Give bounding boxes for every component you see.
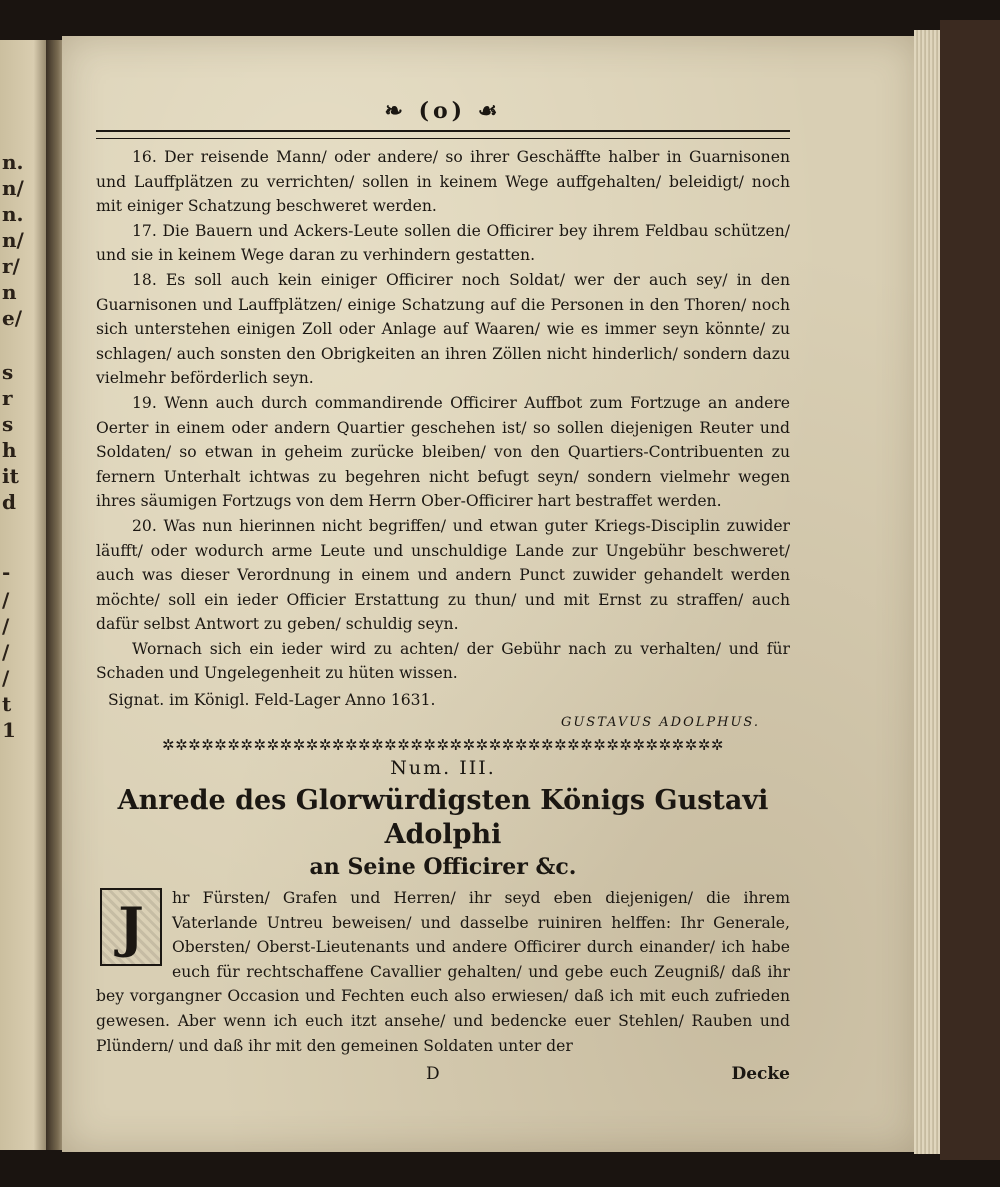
header-rule — [96, 130, 790, 139]
section-subtitle: an Seine Officirer &c. — [309, 854, 577, 881]
facing-text-fragment: r/ — [2, 254, 20, 278]
drop-cap — [100, 888, 162, 966]
facing-text-fragment: t — [2, 692, 12, 716]
facing-text-fragment: n — [2, 280, 17, 304]
article-20: 20. Was nun hierinnen nicht begriffen/ und etwan guter Kriegs-Disciplin zuwider läufft/ oder wodurch arme Leute und unschuldige Lande zur Ungebühr beschweret/ auch was dieser Verordnung in einem und andern Punct zuwider gehandelt werden möchte/ soll ein ieder Officier Erstattung zu thun/ und mit Ernst zu straffen/ auch dafür selbst Antwort zu geben/ schuldig seyn. — [96, 516, 790, 634]
page-number: (o) — [418, 98, 467, 124]
article-16: 16. Der reisende Mann/ oder andere/ so ihrer Geschäffte halber in Guarnisonen und Lauffplätzen zu verrichten/ sollen in keinem Wege auffgehalten/ beleidigt/ noch mit einiger Schatzung beschweret werden. — [96, 148, 790, 216]
facing-text-fragment: / — [2, 640, 10, 664]
section-title: Anrede des Glorwürdigsten Königs Gustavi Adolphi — [117, 785, 769, 851]
facing-text-fragment: / — [2, 588, 10, 612]
facing-text-fragment: n. — [2, 202, 24, 226]
article-18: 18. Es soll auch kein einiger Officirer noch Soldat/ wer der auch sey/ in den Guarnisonen und Lauffplätzen/ einige Schatzung auf die Personen in den Thoren/ noch sich unterstehen einigen Zoll oder Anlage auf Waaren/ wie es immer seyn könnte/ zu schlagen/ auch sonsten den Obrigkeiten an ihren Zöllen nicht hinderlich/ sondern dazu vielmehr beförderlich seyn. — [96, 270, 790, 388]
ornamental-divider: ✲✲✲✲✲✲✲✲✲✲✲✲✲✲✲✲✲✲✲✲✲✲✲✲✲✲✲✲✲✲✲✲✲✲✲✲✲✲✲✲✲✲✲ — [162, 736, 724, 755]
facing-text-fragment: s — [2, 412, 14, 436]
ornament-right-icon: ☙ — [466, 98, 502, 124]
book-cover — [940, 20, 1000, 1160]
article-17: 17. Die Bauern und Ackers-Leute sollen die Officirer bey ihrem Feldbau schützen/ und sie in keinem Wege daran zu verhindern gestatten. — [96, 221, 790, 265]
speech-text: hr Fürsten/ Grafen und Herren/ ihr seyd eben diejenigen/ die ihrem Vaterlande Untreu beweisen/ und dasselbe ruiniren helffen: Ihr Generale, Obersten/ Oberst-Lieutenants und andere Officirer durch einander/ ich habe euch für rechtschaffene Cavallier gehalten/ und gebe euch Zeugniß/ daß ihr bey vorgangner Occasion und Fechten euch also erwiesen/ daß ich mit euch zufrieden gewesen. Aber wenn ich euch itzt ansehe/ und bedencke euer Stehlen/ Rauben und Plündern/ und daß ihr mit den gemeinen Soldaten unter der — [96, 889, 790, 1055]
facing-text-fragment: s — [2, 360, 14, 384]
facing-text-fragment: / — [2, 614, 10, 638]
section-number: Num. III. — [390, 757, 496, 780]
closing-paragraph: Wornach sich ein ieder wird zu achten/ der Gebühr nach zu verhalten/ und für Schaden und Ungelegenheit zu hüten wissen. — [96, 639, 790, 683]
signer-name: GUSTAVUS ADOLPHUS. — [560, 715, 760, 731]
signature-mark: D — [426, 1064, 440, 1085]
page-stack-edge — [914, 30, 942, 1154]
facing-text-fragment: d — [2, 490, 16, 514]
facing-text-fragment: n/ — [2, 228, 24, 252]
facing-text-fragment: e/ — [2, 306, 23, 330]
facing-text-fragment: - — [2, 560, 11, 584]
facing-text-fragment: h — [2, 438, 17, 462]
facing-text-fragment: n. — [2, 150, 24, 174]
ornament-left-icon: ❧ — [384, 98, 419, 124]
facing-page-fragment — [0, 40, 48, 1150]
facing-text-fragment: r — [2, 386, 13, 410]
speech-body — [96, 886, 790, 1058]
page-footer — [96, 1062, 790, 1092]
article-19: 19. Wenn auch durch commandirende Officirer Auffbot zum Fortzuge an andere Oerter in einem oder andern Quartier geschehen ist/ so sollen diejenigen Reuter und Soldaten/ so etwan in geheim zurücke bleiben/ von den Quartiers-Contribuenten zu fernern Unterhalt ichtwas zu begehren nicht befugt seyn/ sondern vielmehr wegen ihres säumigen Fortzugs von dem Herrn Ober-Officirer hart bestraffet werden. — [96, 393, 790, 511]
drop-cap-letter: J — [118, 895, 144, 960]
facing-text-fragment: / — [2, 666, 10, 690]
signature-date-line: Signat. im Königl. Feld-Lager Anno 1631. — [108, 691, 436, 710]
facing-text-fragment: 1 — [2, 718, 16, 742]
catchword: Decke — [731, 1064, 790, 1085]
page-text-block — [96, 96, 790, 1092]
facing-text-fragment: it — [2, 464, 19, 488]
facing-text-fragment: n/ — [2, 176, 24, 200]
page-header — [96, 96, 790, 126]
